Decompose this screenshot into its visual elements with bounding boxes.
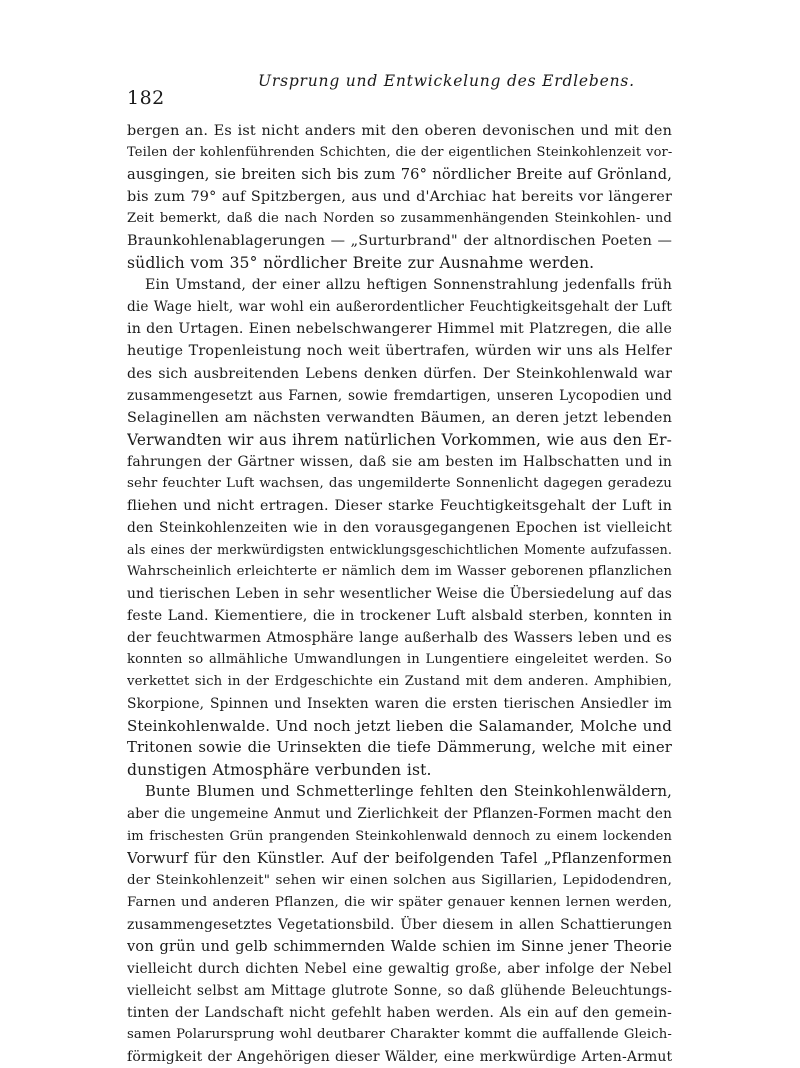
text-line: ausgingen, sie breiten sich bis zum 76° nördlicher Breite auf Grönland, bbox=[127, 166, 672, 184]
text-line: der Steinkohlenzeit" sehen wir einen solchen aus Sigillarien, Lepidodendren, bbox=[127, 872, 672, 888]
text-line: fliehen und nicht ertragen. Dieser starke Feuchtigkeitsgehalt der Luft in bbox=[127, 497, 672, 514]
text-line: konnten so allmähliche Umwandlungen in Lungentiere eingeleitet werden. So bbox=[127, 652, 672, 668]
text-line: der feuchtwarmen Atmosphäre lange außerhalb des Wassers leben und es bbox=[127, 630, 672, 647]
text-line: vielleicht durch dichten Nebel eine gewaltig große, aber infolge der Nebel bbox=[127, 960, 672, 977]
text-line: Wahrscheinlich erleichterte er nämlich dem im Wasser geborenen pflanzlichen bbox=[127, 563, 672, 579]
text-line: als eines der merkwürdigsten entwicklungsgeschichtlichen Momente aufzufassen. bbox=[127, 541, 672, 557]
text-line: Steinkohlenwalde. Und noch jetzt lieben die Salamander, Molche und bbox=[127, 717, 672, 736]
text-line: bergen an. Es ist nicht anders mit den oberen devonischen und mit den bbox=[127, 123, 672, 139]
text-line: aber die ungemeine Anmut und Zierlichkeit der Pflanzen-Formen macht den bbox=[127, 806, 672, 823]
text-line: zusammengesetztes Vegetationsbild. Über diesem in allen Schattierungen bbox=[127, 916, 672, 933]
text-line: sehr feuchter Luft wachsen, das ungemilderte Sonnenlicht dagegen geradezu bbox=[127, 475, 672, 491]
text-line: bis zum 79° auf Spitzbergen, aus und d'Archiac hat bereits vor längerer bbox=[127, 189, 672, 206]
text-line: Teilen der kohlenführenden Schichten, die der eigentlichen Steinkohlenzeit vor- bbox=[127, 145, 672, 161]
page-number: 182 bbox=[127, 87, 165, 109]
text-line: feste Land. Kiementiere, die in trockener Luft alsbald sterben, konnten in bbox=[127, 608, 672, 625]
text-line: von grün und gelb schimmernden Walde schien im Sinne jener Theorie bbox=[127, 937, 672, 955]
text-line: Verwandten wir aus ihrem natürlichen Vorkommen, wie aus den Er- bbox=[127, 430, 672, 449]
text-line: südlich vom 35° nördlicher Breite zur Ausnahme werden. bbox=[127, 254, 595, 273]
text-line: verkettet sich in der Erdgeschichte ein Zustand mit dem anderen. Amphibien, bbox=[127, 674, 672, 690]
text-line: Zeit bemerkt, daß die nach Norden so zusammenhängenden Steinkohlen- und bbox=[127, 211, 672, 227]
text-line: den Steinkohlenzeiten wie in den vorausgegangenen Epochen ist vielleicht bbox=[127, 519, 672, 536]
body-text bbox=[127, 120, 672, 1068]
text-line: vielleicht selbst am Mittage glutrote Sonne, so daß glühende Beleuchtungs- bbox=[127, 982, 672, 999]
text-line: Bunte Blumen und Schmetterlinge fehlten den Steinkohlenwäldern, bbox=[145, 783, 672, 801]
running-title: Ursprung und Entwickelung des Erdlebens. bbox=[258, 72, 635, 90]
text-line: tinten der Landschaft nicht gefehlt haben werden. Als ein auf den gemein- bbox=[127, 1004, 672, 1021]
text-line: förmigkeit der Angehörigen dieser Wälder, eine merkwürdige Arten-Armut bbox=[127, 1048, 672, 1065]
text-line: Braunkohlenablagerungen — „Surturbrand" der altnordischen Poeten — bbox=[127, 233, 672, 250]
text-line: Vorwurf für den Künstler. Auf der beifolgenden Tafel „Pflanzenformen bbox=[127, 849, 672, 867]
text-line: Tritonen sowie die Urinsekten die tiefe Dämmerung, welche mit einer bbox=[127, 739, 672, 757]
text-line: fahrungen der Gärtner wissen, daß sie am besten im Halbschatten und in bbox=[127, 453, 672, 470]
text-line: und tierischen Leben in sehr wesentlicher Weise die Übersiedelung auf das bbox=[127, 585, 672, 602]
text-line: im frischesten Grün prangenden Steinkohlenwald dennoch zu einem lockenden bbox=[127, 828, 672, 844]
text-line: heutige Tropenleistung noch weit übertrafen, würden wir uns als Helfer bbox=[127, 343, 672, 360]
text-line: zusammengesetzt aus Farnen, sowie fremdartigen, unseren Lycopodien und bbox=[127, 387, 672, 404]
text-line: Farnen und anderen Pflanzen, die wir später genauer kennen lernen werden, bbox=[127, 894, 672, 910]
text-line: Ein Umstand, der einer allzu heftigen Sonnenstrahlung jedenfalls früh bbox=[145, 277, 672, 294]
text-line: in den Urtagen. Einen nebelschwangerer Himmel mit Platzregen, die alle bbox=[127, 321, 672, 338]
text-line: dunstigen Atmosphäre verbunden ist. bbox=[127, 761, 432, 780]
text-line: samen Polarursprung wohl deutbarer Charakter kommt die auffallende Gleich- bbox=[127, 1026, 672, 1042]
text-line: die Wage hielt, war wohl ein außerordentlicher Feuchtigkeitsgehalt der Luft bbox=[127, 299, 672, 316]
text-line: Skorpione, Spinnen und Insekten waren die ersten tierischen Ansiedler im bbox=[127, 696, 672, 713]
text-line: Selaginellen am nächsten verwandten Bäumen, an deren jetzt lebenden bbox=[127, 409, 672, 426]
text-line: des sich ausbreitenden Lebens denken dürfen. Der Steinkohlenwald war bbox=[127, 365, 672, 382]
